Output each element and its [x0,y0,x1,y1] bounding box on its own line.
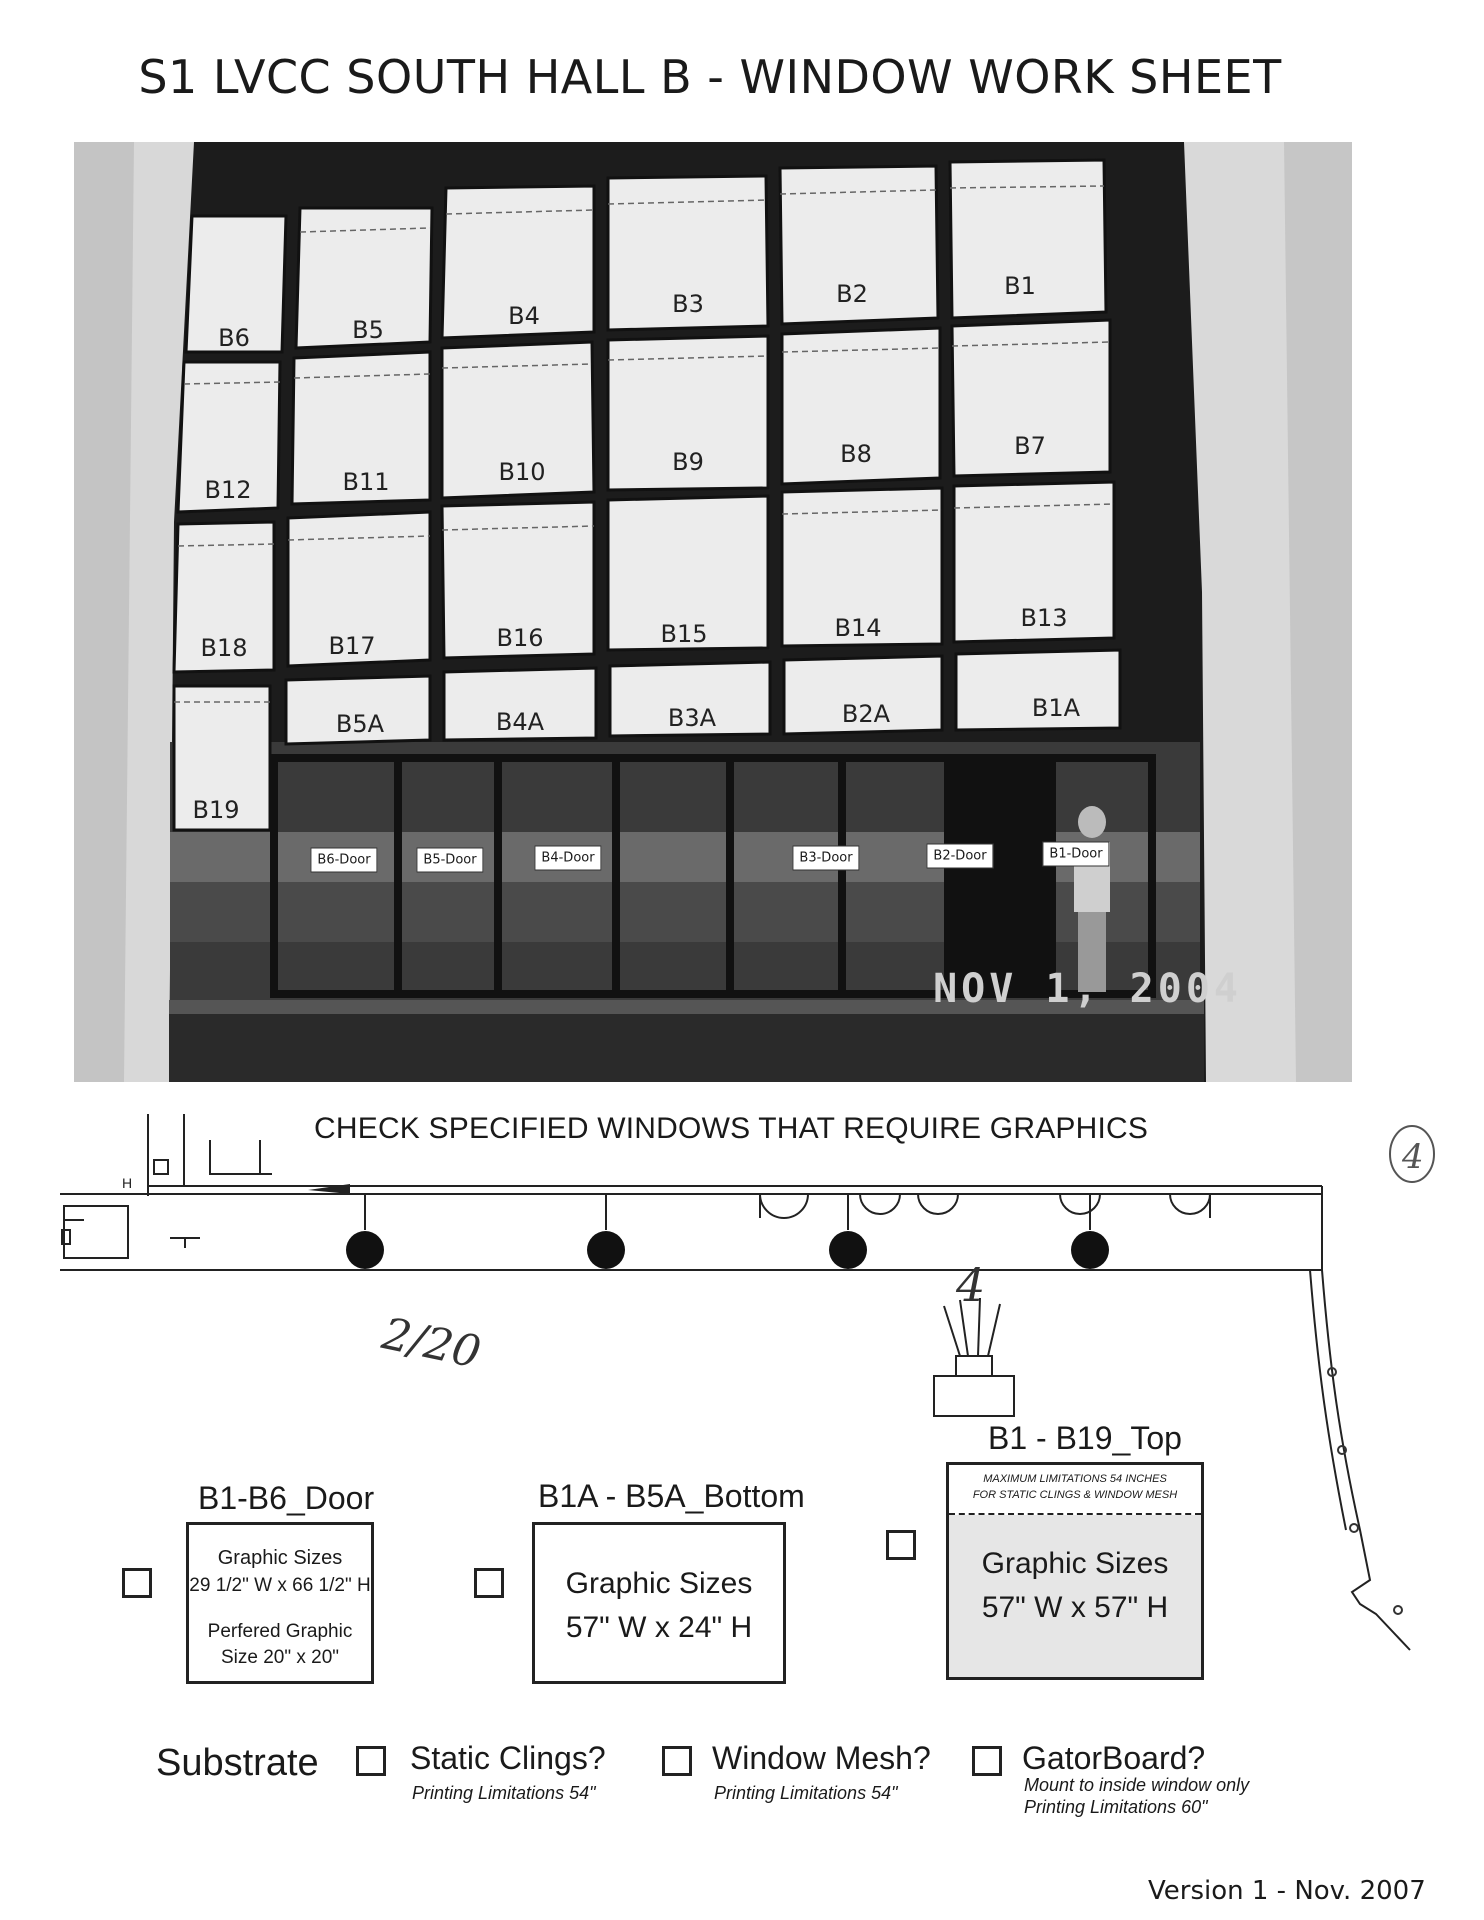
bottom-size-box [532,1522,786,1684]
door-b5: B5-Door [416,848,483,873]
door-b2: B2-Door [926,844,993,869]
circled-number-text: 4 [1402,1137,1424,1177]
pane-b19: B19 [192,796,240,824]
top-limit-note-line2: FOR STATIC CLINGS & WINDOW MESH [972,1489,1178,1501]
door-b1: B1-Door [1042,842,1109,867]
gatorboard-checkbox[interactable] [972,1746,1002,1776]
gatorboard-label: GatorBoard? [1022,1740,1206,1776]
top-limit-note-line1: MAXIMUM LIMITATIONS 54 INCHES [983,1473,1167,1485]
handwritten-circled-number [1384,1118,1440,1188]
door-b4: B4-Door [534,846,601,871]
plan-h-label: H [122,1175,133,1191]
door-size-line2: 29 1/2" W x 66 1/2" H [189,1575,371,1596]
pane-b5: B5 [352,316,384,344]
handwritten-fraction: 2/20 [377,1308,486,1379]
gatorboard-note-mount: Mount to inside window only [1024,1775,1250,1795]
page-title: S1 LVCC SOUTH HALL B - WINDOW WORK SHEET [138,50,1282,104]
door-b6: B6-Door [310,848,377,873]
top-checkbox[interactable] [886,1530,916,1560]
version-footer: Version 1 - Nov. 2007 [1148,1876,1426,1906]
pane-b3a: B3A [667,704,717,732]
pane-b10: B10 [498,458,546,486]
door-option-heading: B1-B6_Door [198,1480,375,1516]
static-clings-label: Static Clings? [410,1740,606,1776]
pane-b18: B18 [200,634,248,662]
pane-b13: B13 [1020,604,1068,632]
door-size-box [186,1522,374,1684]
check-heading: CHECK SPECIFIED WINDOWS THAT REQUIRE GRAPHICS [314,1112,1149,1145]
top-size-line2: 57" W x 57" H [981,1591,1169,1624]
window-photo [74,142,1352,1082]
window-mesh-checkbox[interactable] [662,1746,692,1776]
date-stamp: NOV 1, 2004 [933,966,1242,1012]
pane-b8: B8 [840,440,872,468]
pane-b7: B7 [1014,432,1046,460]
pane-b16: B16 [496,624,544,652]
pane-b3: B3 [672,290,704,318]
top-size-line1: Graphic Sizes [981,1547,1169,1580]
gatorboard-note-limit: Printing Limitations 60" [1024,1797,1208,1817]
pane-b6: B6 [218,324,250,352]
top-limit-note [949,1465,1201,1515]
top-option-heading: B1 - B19_Top [988,1420,1182,1456]
pane-b9: B9 [672,448,704,476]
top-size-box [946,1462,1204,1680]
door-checkbox[interactable] [122,1568,152,1598]
static-clings-note: Printing Limitations 54" [412,1783,596,1803]
pane-b14: B14 [834,614,882,642]
pane-b4a: B4A [495,708,545,736]
pane-b1a: B1A [1031,694,1081,722]
pane-b17: B17 [328,632,376,660]
pane-b4: B4 [508,302,540,330]
pane-b12: B12 [204,476,252,504]
door-size-line3: Perfered Graphic [207,1621,353,1642]
bottom-checkbox[interactable] [474,1568,504,1598]
handwritten-arrow-count: 4 [956,1258,986,1312]
pane-b2a: B2A [841,700,891,728]
window-mesh-label: Window Mesh? [712,1740,931,1776]
pane-b5a: B5A [335,710,385,738]
bottom-size-line1: Graphic Sizes [565,1567,753,1600]
pane-b1: B1 [1004,272,1036,300]
door-b3: B3-Door [792,846,859,871]
pane-b11: B11 [342,468,390,496]
window-mesh-note: Printing Limitations 54" [714,1783,898,1803]
substrate-label: Substrate [156,1742,319,1784]
door-size-line4: Size 20" x 20" [220,1647,340,1668]
bottom-option-heading: B1A - B5A_Bottom [538,1478,805,1514]
photo-graphic [74,142,1352,1082]
pane-b2: B2 [836,280,868,308]
static-clings-checkbox[interactable] [356,1746,386,1776]
pane-b15: B15 [660,620,708,648]
bottom-size-line2: 57" W x 24" H [565,1611,753,1644]
door-size-line1: Graphic Sizes [217,1547,343,1569]
